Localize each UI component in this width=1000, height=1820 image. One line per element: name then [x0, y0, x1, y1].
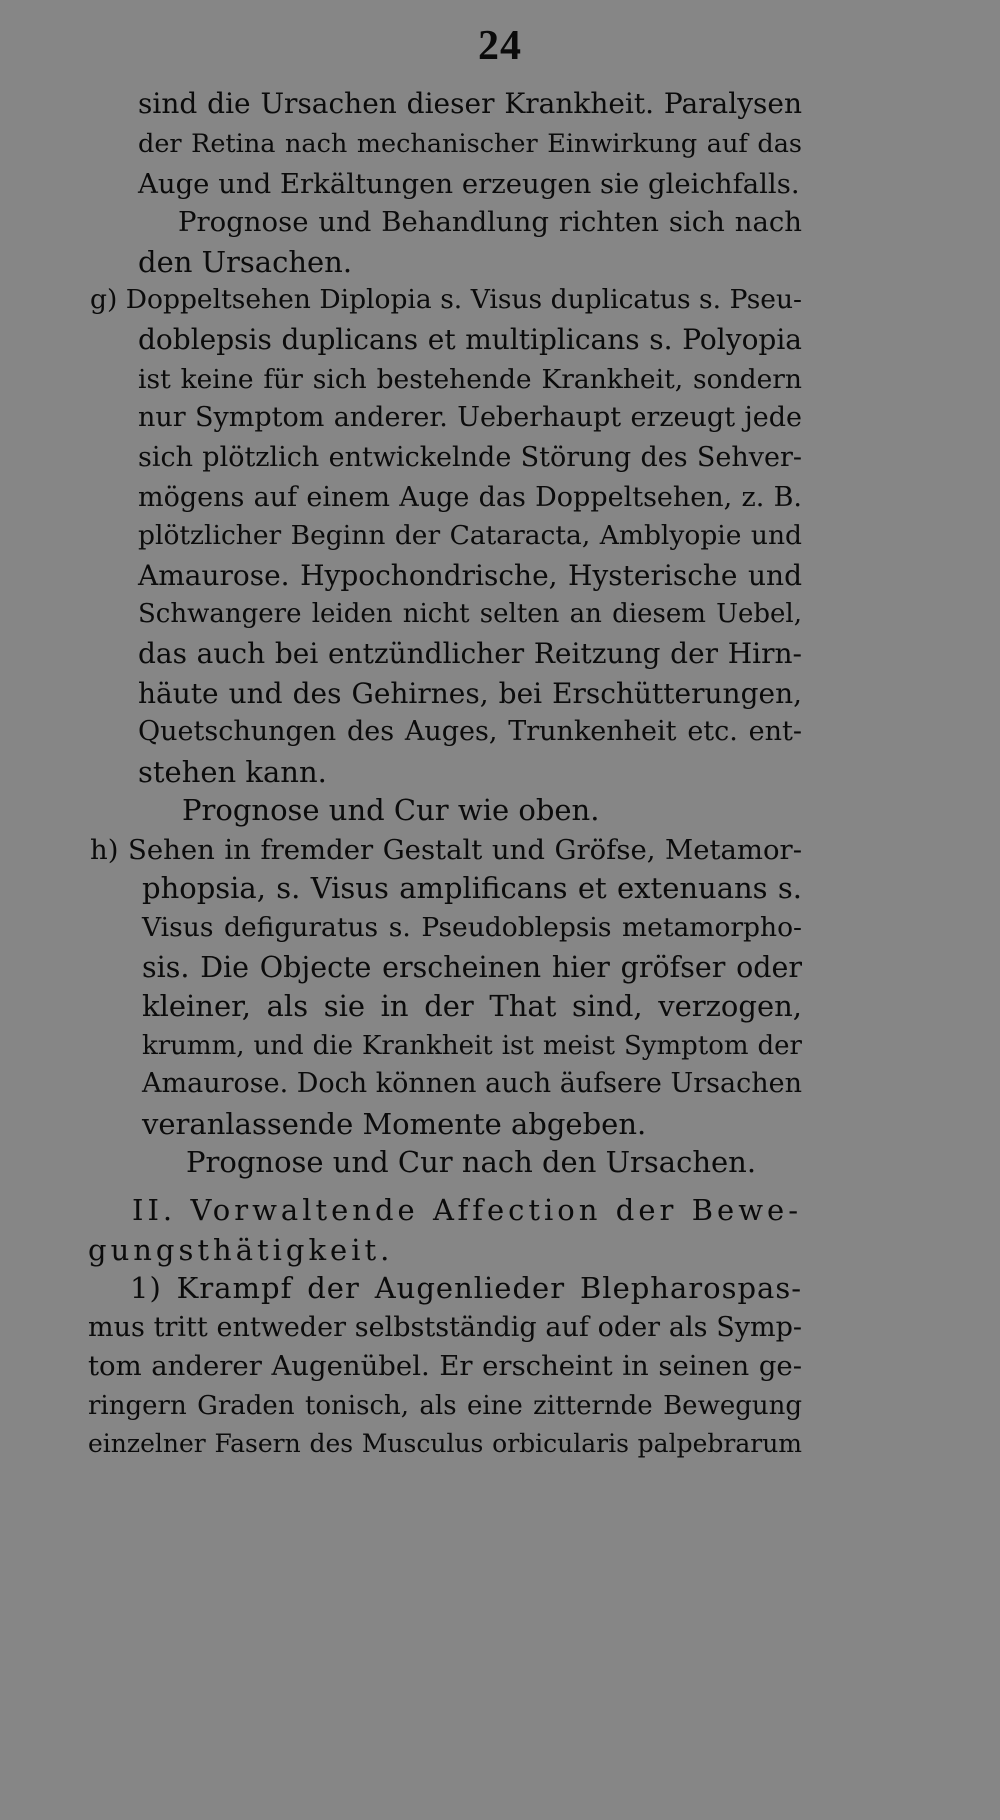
- text-line: ringern Graden tonisch, als eine zitternde Bewegung: [88, 1391, 802, 1421]
- text-line: nur Symptom anderer. Ueberhaupt erzeugt jede: [138, 402, 802, 433]
- text-line: das auch bei entzündlicher Reitzung der Hirn-: [138, 637, 802, 670]
- text-line: Prognose und Cur nach den Ursachen.: [186, 1145, 757, 1179]
- page-number: 24: [478, 23, 522, 69]
- text-line: der Retina nach mechanischer Einwirkung auf das: [138, 129, 802, 159]
- text-line: Prognose und Behandlung richten sich nach: [178, 206, 802, 238]
- text-line: mus tritt entweder selbstständig auf oder als Symp-: [88, 1312, 802, 1343]
- text-line: häute und des Gehirnes, bei Erschütterungen,: [138, 677, 802, 710]
- text-line: Prognose und Cur wie oben.: [182, 793, 600, 827]
- text-line: mögens auf einem Auge das Doppeltsehen, z. B.: [138, 482, 802, 513]
- text-line: sind die Ursachen dieser Krankheit. Paralysen: [138, 87, 802, 120]
- text-line: Amaurose. Hypochondrische, Hysterische und: [138, 559, 802, 592]
- text-line: krumm, und die Krankheit ist meist Symptom der: [142, 1031, 802, 1061]
- text-line: stehen kann.: [138, 755, 327, 789]
- text-line: sich plötzlich entwickelnde Störung des Sehver-: [138, 442, 802, 473]
- text-line: doblepsis duplicans et multiplicans s. Polyopia: [138, 323, 802, 356]
- text-line: Schwangere leiden nicht selten an diesem Uebel,: [138, 599, 802, 629]
- text-line: veranlassende Momente abgeben.: [142, 1107, 647, 1141]
- text-line: plötzlicher Beginn der Cataracta, Amblyopie und: [138, 520, 802, 551]
- text-line: Visus defiguratus s. Pseudoblepsis metamorpho-: [142, 912, 802, 943]
- text-line: einzelner Fasern des Musculus orbicularis palpebrarum: [88, 1429, 802, 1458]
- text-line: 1) Krampf der Augenlieder Blepharospas-: [130, 1271, 802, 1305]
- text-line: h) Sehen in fremder Gestalt und Gröfse, Metamor-: [90, 834, 802, 866]
- text-line: ist keine für sich bestehende Krankheit, sondern: [138, 364, 802, 395]
- text-line: g) Doppeltsehen Diplopia s. Visus duplicatus s. Pseu-: [90, 284, 802, 315]
- text-line: sis. Die Objecte erscheinen hier gröfser oder: [142, 951, 802, 984]
- section-heading: gungsthätigkeit.: [88, 1233, 394, 1267]
- text-line: Amaurose. Doch können auch äufsere Ursachen: [142, 1068, 802, 1099]
- section-heading: II. Vorwaltende Affection der Bewe-: [132, 1193, 802, 1227]
- text-line: den Ursachen.: [138, 245, 353, 279]
- text-line: phopsia, s. Visus amplificans et extenuans s.: [142, 871, 802, 905]
- text-line: kleiner, als sie in der That sind, verzogen,: [142, 989, 802, 1023]
- text-line: tom anderer Augenübel. Er erscheint in seinen ge-: [88, 1350, 802, 1382]
- text-line: Auge und Erkältungen erzeugen sie gleichfalls.: [138, 168, 800, 200]
- text-line: Quetschungen des Auges, Trunkenheit etc. ent-: [138, 716, 802, 747]
